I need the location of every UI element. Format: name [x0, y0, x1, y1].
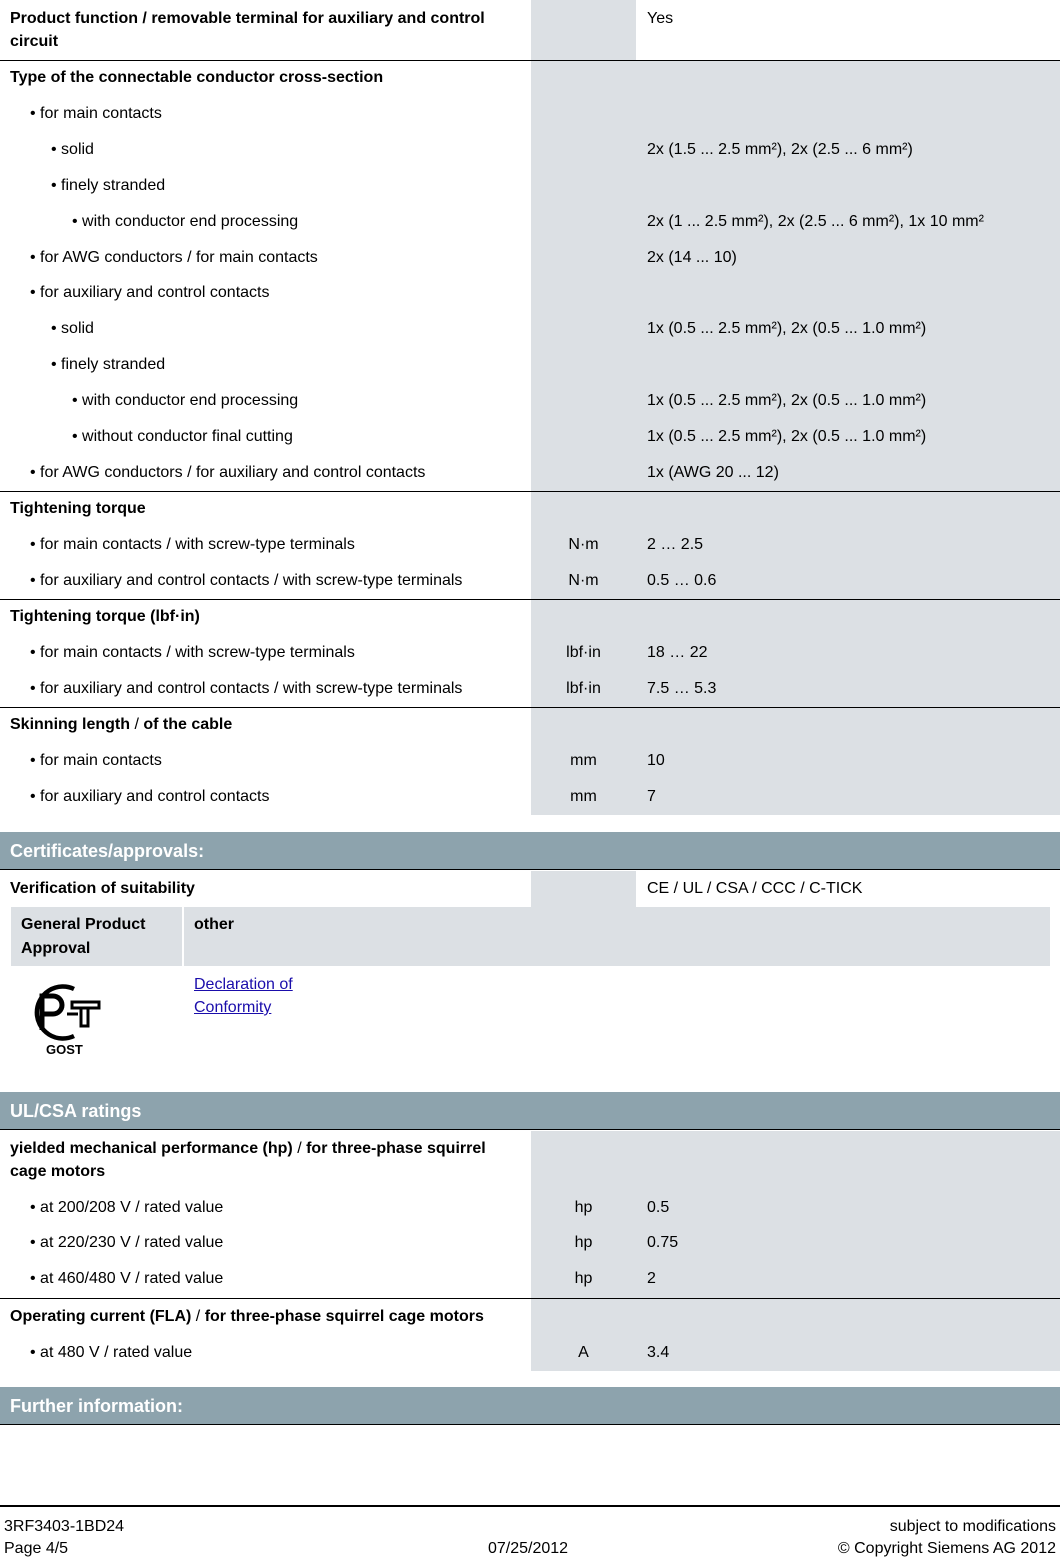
conductor-aux-solid-value: 1x (0.5 ... 2.5 mm²), 2x (0.5 ... 1.0 mm²)	[647, 320, 927, 337]
conductor-aux-with-end-processing-value: 1x (0.5 ... 2.5 mm²), 2x (0.5 ... 1.0 mm²)	[647, 392, 927, 409]
conductor-awg-aux-value: 1x (AWG 20 ... 12)	[647, 464, 779, 481]
skinning-main-unit: mm	[570, 752, 597, 769]
torque-lbf-aux-label: • for auxiliary and control contacts / with screw-type terminals	[30, 680, 463, 697]
skinning-main-label: • for main contacts	[30, 752, 162, 769]
verification-label: Verification of suitability	[10, 880, 195, 897]
torque-title: Tightening torque	[10, 500, 146, 517]
torque-lbf-aux-unit: lbf·in	[566, 680, 601, 697]
torque-lbf-aux-value: 7.5 … 5.3	[647, 680, 717, 697]
hp-row-unit: hp	[574, 1270, 593, 1287]
skinning-main-value: 10	[647, 752, 665, 769]
certificates-section-header: Certificates/approvals:	[0, 832, 1060, 870]
skinning-aux-unit: mm	[570, 788, 597, 805]
conductor-aux-solid: • solid	[51, 320, 94, 337]
conductor-group	[0, 60, 1060, 492]
skinning-aux-value: 7	[647, 788, 656, 805]
torque-aux-unit: N·m	[568, 572, 599, 589]
conductor-main-contacts: • for main contacts	[30, 105, 162, 122]
hp-row-value: 0.5	[647, 1199, 670, 1216]
product-function-group	[0, 0, 1060, 60]
conductor-solid-value: 2x (1.5 ... 2.5 mm²), 2x (2.5 ... 6 mm²)	[647, 141, 913, 158]
product-function-value: Yes	[647, 10, 674, 27]
further-info-section-header: Further information:	[0, 1387, 1060, 1425]
fla-unit: A	[578, 1344, 589, 1361]
hp-title: yielded mechanical performance (hp) / for three-phase squirrel cage motors	[10, 1140, 486, 1180]
verification-value: CE / UL / CSA / CCC / C-TICK	[647, 880, 863, 897]
conductor-with-end-processing-value: 2x (1 ... 2.5 mm²), 2x (2.5 ... 6 mm²), 1x 10 mm²	[647, 213, 984, 230]
page-footer	[0, 1505, 1060, 1557]
skinning-group	[0, 707, 1060, 816]
approval-col-other: other	[184, 907, 1050, 966]
skinning-title: Skinning length / of the cable	[10, 716, 233, 733]
skinning-aux-label: • for auxiliary and control contacts	[30, 788, 270, 805]
torque-group	[0, 491, 1060, 600]
torque-lbf-group	[0, 599, 1060, 708]
hp-row-value: 0.75	[647, 1234, 679, 1251]
approval-col-general: General Product Approval	[11, 907, 182, 966]
torque-lbf-title: Tightening torque (lbf·in)	[10, 608, 200, 625]
declaration-of-conformity-link[interactable]: Declaration of Conformity	[194, 976, 293, 1016]
verification-row	[0, 871, 1060, 907]
conductor-awg-main: • for AWG conductors / for main contacts	[30, 249, 318, 266]
gost-logo-text: GOST	[46, 1042, 83, 1057]
hp-row-unit: hp	[574, 1234, 593, 1251]
torque-main-label: • for main contacts / with screw-type terminals	[30, 536, 355, 553]
conductor-aux-without-cutting-value: 1x (0.5 ... 2.5 mm²), 2x (0.5 ... 1.0 mm²)	[647, 428, 927, 445]
torque-main-value: 2 … 2.5	[647, 536, 704, 553]
footer-modifications: subject to modifications	[889, 1518, 1056, 1535]
footer-copyright: © Copyright Siemens AG 2012	[837, 1540, 1056, 1557]
fla-group	[0, 1299, 1060, 1371]
footer-date: 07/25/2012	[488, 1540, 569, 1557]
conductor-awg-main-value: 2x (14 ... 10)	[647, 249, 737, 266]
conductor-with-end-processing: • with conductor end processing	[72, 213, 299, 230]
footer-page: Page 4/5	[4, 1540, 69, 1557]
torque-aux-value: 0.5 … 0.6	[647, 572, 717, 589]
product-function-label: Product function / removable terminal for auxiliary and control circuit	[10, 10, 485, 50]
hp-row-label: • at 200/208 V / rated value	[30, 1199, 224, 1216]
torque-aux-label: • for auxiliary and control contacts / with screw-type terminals	[30, 572, 463, 589]
conductor-awg-aux: • for AWG conductors / for auxiliary and control contacts	[30, 464, 426, 481]
footer-order-number: 3RF3403-1BD24	[4, 1518, 125, 1535]
conductor-aux-with-end-processing: • with conductor end processing	[72, 392, 299, 409]
gost-logo	[20, 976, 108, 1060]
fla-label: • at 480 V / rated value	[30, 1344, 193, 1361]
torque-lbf-main-unit: lbf·in	[566, 644, 601, 661]
torque-main-unit: N·m	[568, 536, 599, 553]
conductor-title: Type of the connectable conductor cross-section	[10, 69, 384, 86]
hp-group	[0, 1131, 1060, 1299]
conductor-aux-finely-stranded: • finely stranded	[51, 356, 166, 373]
conductor-finely-stranded: • finely stranded	[51, 177, 166, 194]
torque-lbf-main-value: 18 … 22	[647, 644, 708, 661]
ul-csa-section-header: UL/CSA ratings	[0, 1092, 1060, 1130]
fla-title: Operating current (FLA) / for three-phase squirrel cage motors	[10, 1308, 484, 1325]
conductor-aux-contacts: • for auxiliary and control contacts	[30, 284, 270, 301]
hp-row-unit: hp	[574, 1199, 593, 1216]
hp-row-label: • at 460/480 V / rated value	[30, 1270, 224, 1287]
hp-row-label: • at 220/230 V / rated value	[30, 1234, 224, 1251]
torque-lbf-main-label: • for main contacts / with screw-type terminals	[30, 644, 355, 661]
fla-value: 3.4	[647, 1344, 670, 1361]
hp-row-value: 2	[647, 1270, 656, 1287]
conductor-solid: • solid	[51, 141, 94, 158]
conductor-aux-without-cutting: • without conductor final cutting	[72, 428, 293, 445]
